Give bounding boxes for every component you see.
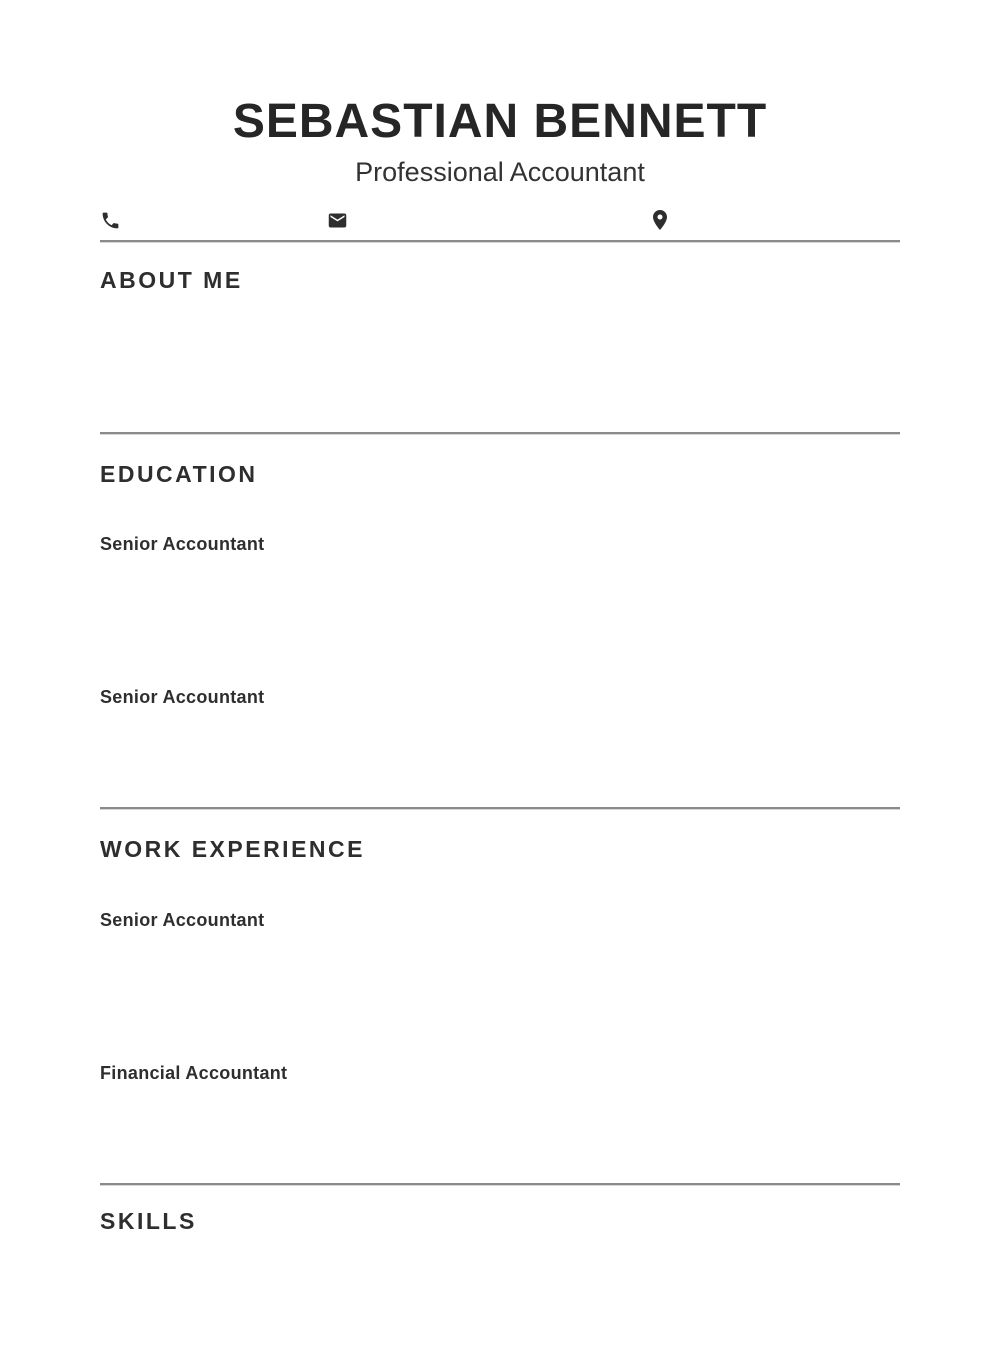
email-icon — [327, 210, 348, 231]
contact-row — [100, 210, 900, 238]
education-entry-title: Senior Accountant — [100, 687, 265, 707]
work-entry-title: Financial Accountant — [100, 1063, 288, 1083]
divider-header — [100, 240, 900, 243]
resume-name: SEBASTIAN BENNETT — [232, 95, 768, 148]
section-heading-work-experience: WORK EXPERIENCE — [100, 836, 365, 862]
section-heading-about-me: ABOUT ME — [100, 267, 243, 293]
divider-work — [100, 1183, 900, 1186]
section-heading-education: EDUCATION — [100, 461, 258, 487]
location-icon — [648, 210, 672, 232]
education-entry-title: Senior Accountant — [100, 534, 265, 554]
contact-email — [327, 210, 348, 231]
section-heading-skills: SKILLS — [100, 1208, 197, 1234]
contact-phone — [100, 210, 121, 231]
divider-about — [100, 432, 900, 435]
work-entry-title: Senior Accountant — [100, 910, 265, 930]
resume-subtitle: Professional Accountant — [355, 157, 645, 187]
phone-icon — [100, 210, 121, 231]
contact-location — [648, 210, 672, 232]
divider-education — [100, 807, 900, 810]
